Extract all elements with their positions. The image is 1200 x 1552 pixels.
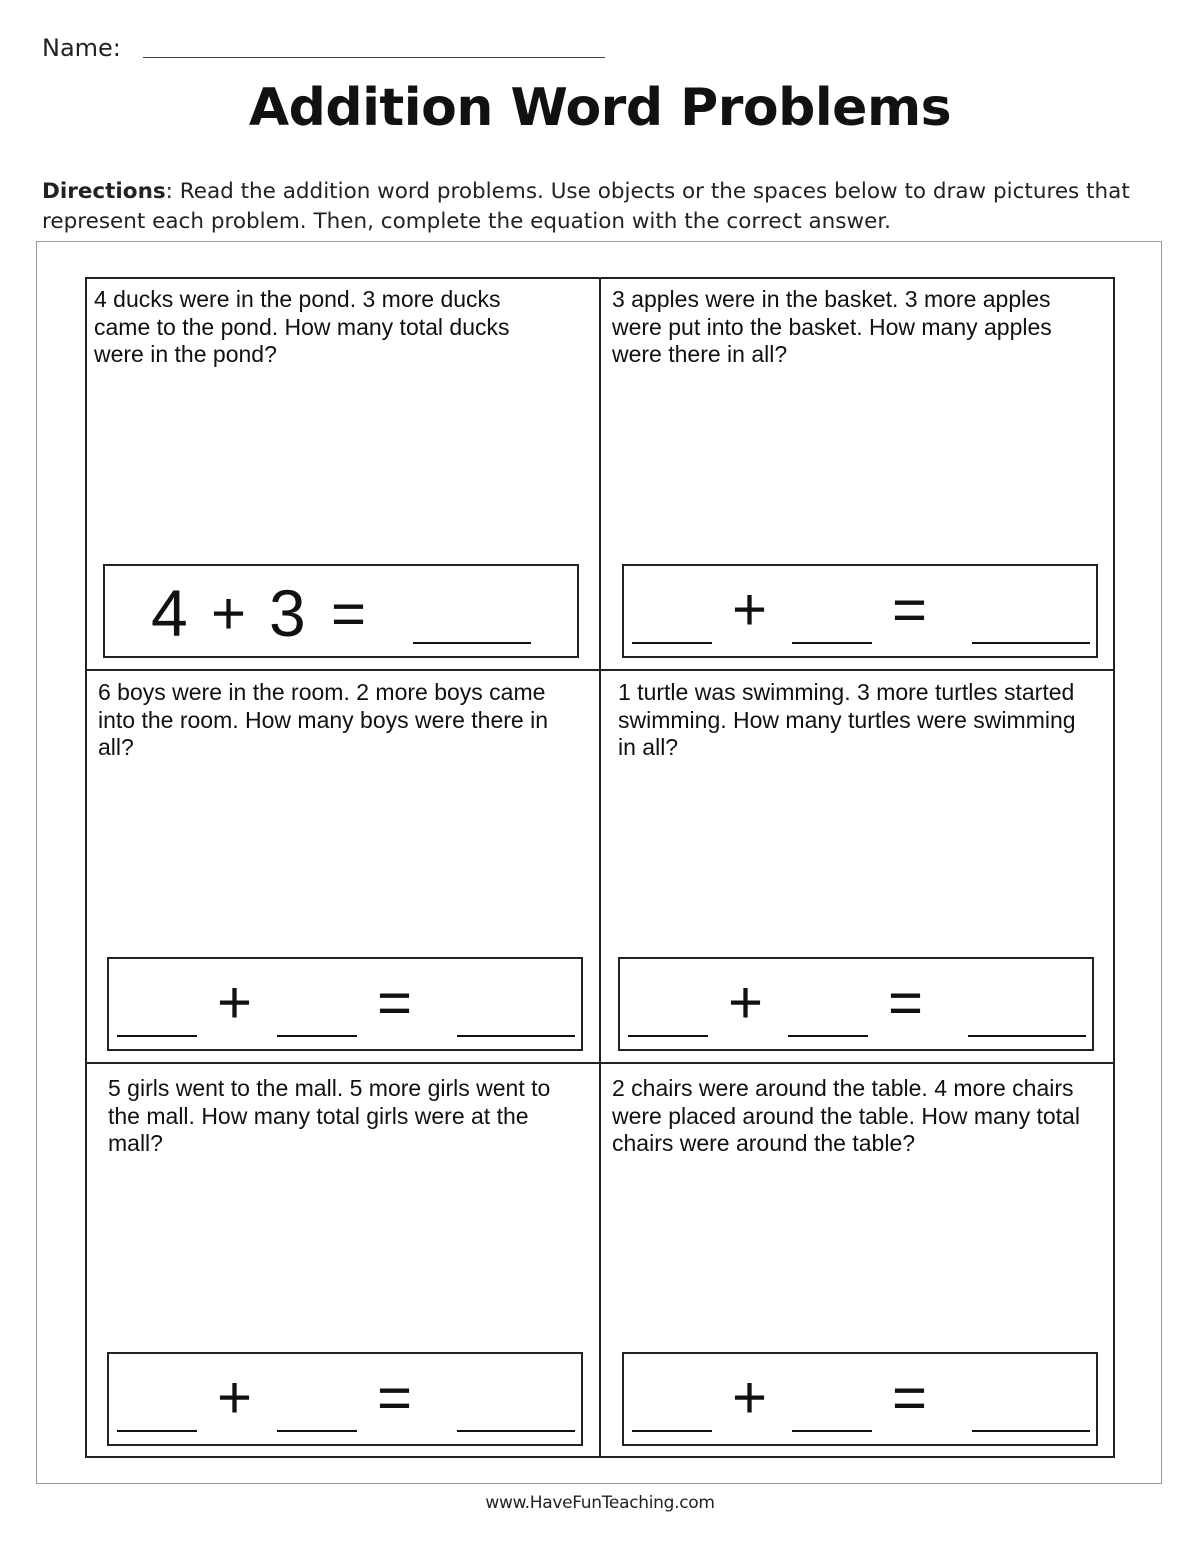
addend-blank-a[interactable] (628, 1035, 708, 1037)
plus-sign: + (217, 969, 253, 1036)
addend-blank-a[interactable] (632, 1430, 712, 1432)
equals-sign: = (888, 969, 924, 1036)
plus-sign: + (217, 1364, 253, 1431)
plus-sign: + (732, 576, 768, 643)
equals-sign: = (892, 1364, 928, 1431)
addend-blank-a[interactable] (117, 1035, 197, 1037)
page-title: Addition Word Problems (248, 78, 952, 138)
problem-4-text: 1 turtle was swimming. 3 more turtles started swimming. How many turtles were swimming in all? (618, 679, 1076, 760)
name-row (42, 34, 605, 62)
plus-sign: + (732, 1364, 768, 1431)
addend-blank-b[interactable] (277, 1430, 357, 1432)
problem-1-equation-box (103, 564, 579, 658)
addend-blank-a[interactable] (632, 642, 712, 644)
problem-4-equation-box (618, 957, 1094, 1051)
answer-blank[interactable] (968, 1035, 1086, 1037)
answer-blank[interactable] (413, 642, 531, 644)
answer-blank[interactable] (972, 642, 1090, 644)
addend-blank-a[interactable] (117, 1430, 197, 1432)
problem-2-equation-box (622, 564, 1098, 658)
grid-divider-vertical (599, 277, 601, 1458)
directions-label: Directions (42, 179, 166, 204)
name-input-line[interactable] (143, 57, 605, 58)
directions (42, 177, 1142, 237)
directions-text: : Read the addition word problems. Use objects or the spaces below to draw pictures that represent each problem. Then, complete the equation with the correct answer. (42, 179, 1130, 234)
problem-1-text: 4 ducks were in the pond. 3 more ducks came to the pond. How many total ducks were in the pond? (94, 286, 510, 367)
plus-sign: + (728, 969, 764, 1036)
footer-url: www.HaveFunTeaching.com (485, 1493, 715, 1513)
addend-blank-b[interactable] (792, 642, 872, 644)
equals-sign: = (892, 576, 928, 643)
problem-6-text: 2 chairs were around the table. 4 more chairs were placed around the table. How many total chairs were around the table? (612, 1075, 1080, 1156)
problem-2-text: 3 apples were in the basket. 3 more apples were put into the basket. How many apples were there in all? (612, 286, 1052, 367)
problem-5-equation-box (107, 1352, 583, 1446)
problem-6-equation-box (622, 1352, 1098, 1446)
problem-3-equation-box (107, 957, 583, 1051)
equals-sign: = (377, 1364, 413, 1431)
addend-blank-b[interactable] (792, 1430, 872, 1432)
problem-5-text: 5 girls went to the mall. 5 more girls went to the mall. How many total girls were at the mall? (108, 1075, 551, 1156)
addend-blank-b[interactable] (277, 1035, 357, 1037)
answer-blank[interactable] (972, 1430, 1090, 1432)
grid-divider-row-1 (85, 669, 1115, 671)
name-label: Name: (42, 34, 121, 62)
equation-addend-b: 3 (269, 576, 306, 650)
grid-divider-row-2 (85, 1062, 1115, 1064)
problem-3-text: 6 boys were in the room. 2 more boys came into the room. How many boys were there in all? (98, 679, 548, 760)
equals-sign: = (331, 580, 367, 647)
equals-sign: = (377, 969, 413, 1036)
answer-blank[interactable] (457, 1430, 575, 1432)
equation-addend-a: 4 (151, 576, 188, 650)
addend-blank-b[interactable] (788, 1035, 868, 1037)
answer-blank[interactable] (457, 1035, 575, 1037)
plus-sign: + (211, 580, 247, 647)
